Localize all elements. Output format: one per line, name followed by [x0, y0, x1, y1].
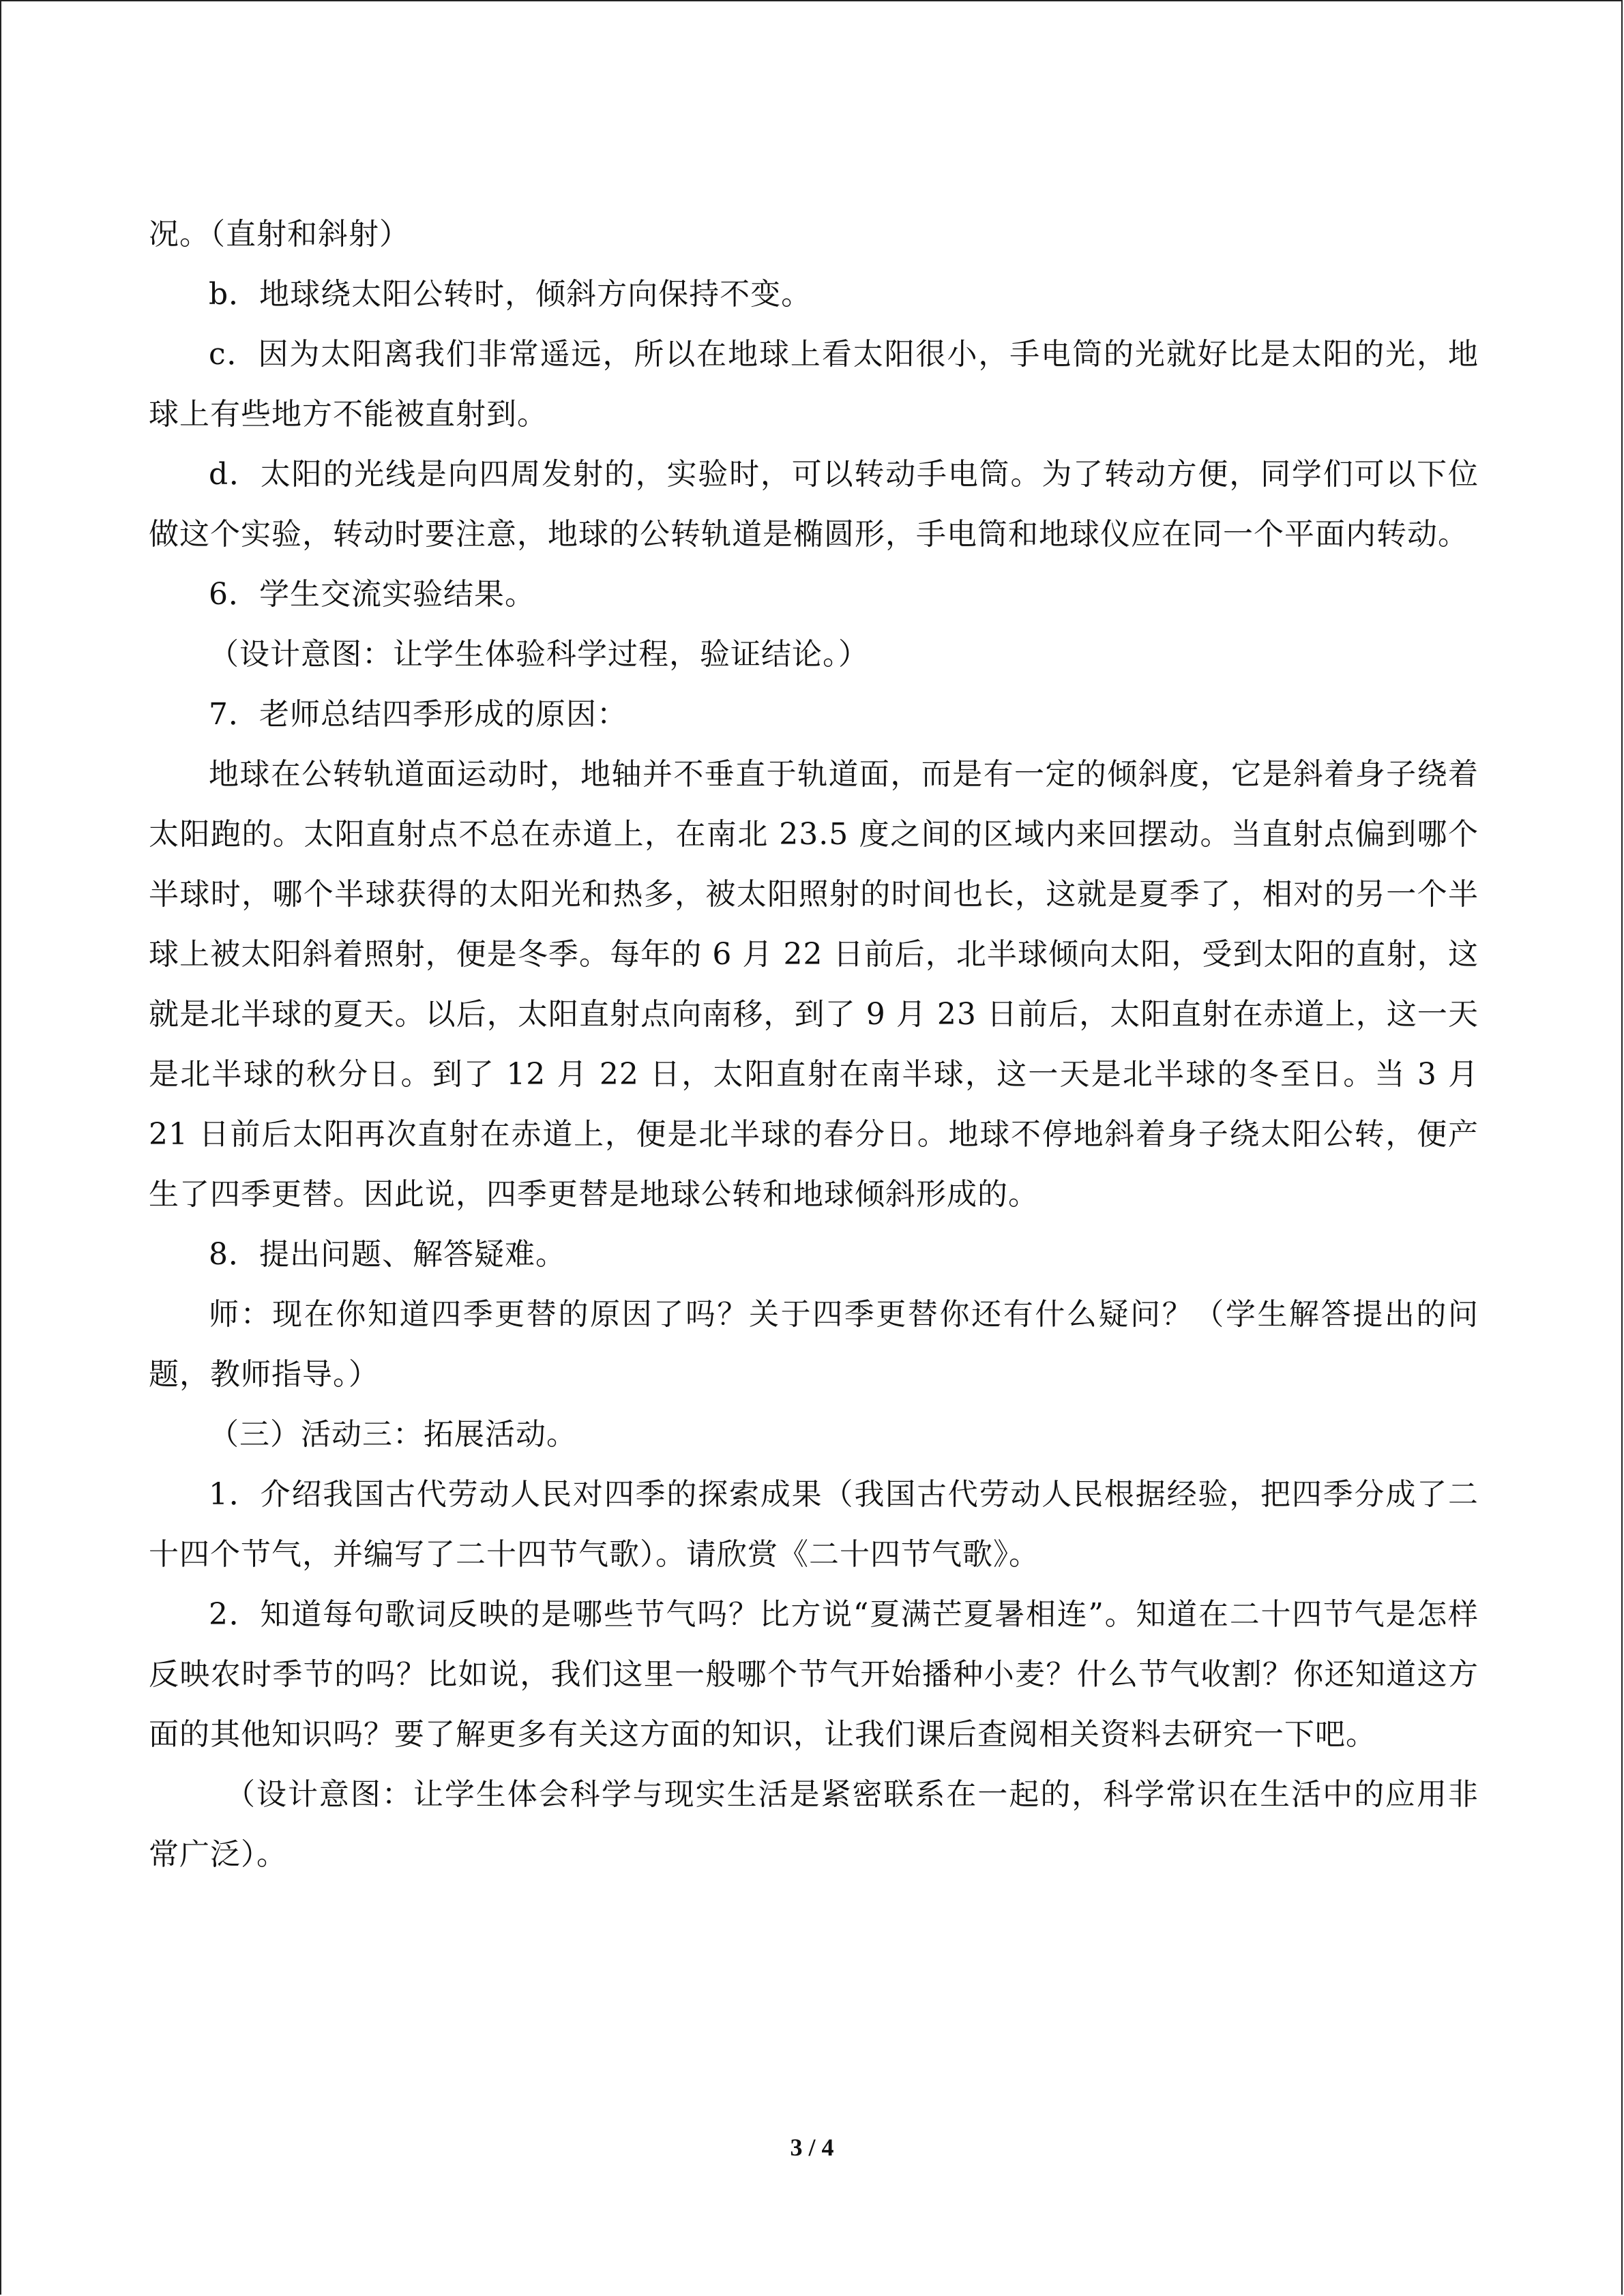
paragraph-activity-item-1: 1．介绍我国古代劳动人民对四季的探索成果（我国古代劳动人民根据经验，把四季分成了二十四个节气，并编写了二十四节气歌）。请欣赏《二十四节气歌》。 — [149, 1477, 1479, 1572]
page-number: 3 / 4 — [790, 2134, 834, 2161]
paragraph-design-intent-2: （设计意图：让学生体会科学与现实生活是紧密联系在一起的，科学常识在生活中的应用非常广泛）。 — [149, 1777, 1479, 1872]
paragraph-c: c．因为太阳离我们非常遥远，所以在地球上看太阳很小，手电筒的光就好比是太阳的光，地球上有些地方不能被直射到。 — [149, 337, 1479, 432]
paragraph-step-7: 7．老师总结四季形成的原因： — [209, 697, 628, 732]
paragraph-teacher-question: 师：现在你知道四季更替的原因了吗？关于四季更替你还有什么疑问？（学生解答提出的问题，教师指导。） — [149, 1297, 1479, 1392]
paragraph-step-8: 8．提出问题、解答疑难。 — [209, 1237, 566, 1272]
paragraph-d: d．太阳的光线是向四周发射的，实验时，可以转动手电筒。为了转动方便，同学们可以下位做这个实验，转动时要注意，地球的公转轨道是椭圆形，手电筒和地球仪应在同一个平面内转动。 — [149, 457, 1479, 552]
paragraph-design-intent-1: （设计意图：让学生体验科学过程，验证结论。） — [209, 637, 869, 672]
paragraph-b: b．地球绕太阳公转时，倾斜方向保持不变。 — [209, 277, 812, 312]
paragraph-activity-item-2: 2．知道每句歌词反映的是哪些节气吗？比方说“夏满芒夏暑相连”。知道在二十四节气是怎样反映农时季节的吗？比如说，我们这里一般哪个节气开始播种小麦？什么节气收割？你还知道这方面的其他知识吗？要了解更多有关这方面的知识，让我们课后查阅相关资料去研究一下吧。 — [149, 1597, 1479, 1752]
document-body — [149, 205, 1479, 1885]
paragraph-step-6: 6．学生交流实验结果。 — [209, 577, 535, 612]
paragraph-activity-3-heading: （三）活动三：拓展活动。 — [209, 1417, 577, 1452]
paragraph-continuation: 况。（直射和斜射） — [149, 217, 410, 252]
paragraph-seasons-explanation: 地球在公转轨道面运动时，地轴并不垂直于轨道面，而是有一定的倾斜度，它是斜着身子绕着太阳跑的。太阳直射点不总在赤道上，在南北 23.5 度之间的区域内来回摆动。当直射点偏到哪个半球时，哪个半球获得的太阳光和热多，被太阳照射的时间也长，这就是夏季了，相对的另一个半球上被太阳斜着照射，便是冬季。每年的 6 月 22 日前后，北半球倾向太阳，受到太阳的直射，这就是北半球的夏天。以后，太阳直射点向南移，到了 9 月 23 日前后，太阳直射在赤道上，这一天是北半球的秋分日。到了 12 月 22 日，太阳直射在南半球，这一天是北半球的冬至日。当 3 月 21 日前后太阳再次直射在赤道上，便是北半球的春分日。地球不停地斜着身子绕太阳公转，便产生了四季更替。因此说，四季更替是地球公转和地球倾斜形成的。 — [149, 757, 1479, 1212]
